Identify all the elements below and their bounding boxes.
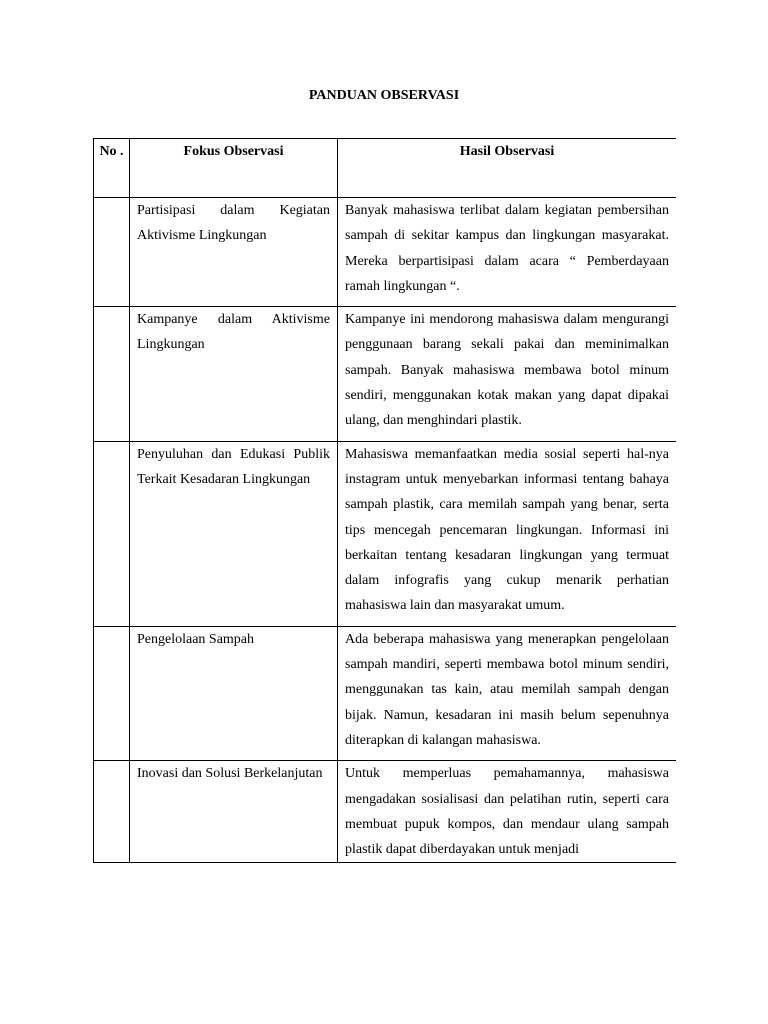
row-focus: Inovasi dan Solusi Berkelanjutan — [130, 761, 338, 863]
table-row — [94, 198, 677, 307]
header-focus: Fokus Observasi — [130, 139, 338, 198]
row-number — [94, 626, 130, 760]
row-focus: Penyuluhan dan Edukasi Publik Terkait Kesadaran Lingkungan — [130, 441, 338, 626]
row-number — [94, 761, 130, 863]
document-title: PANDUAN OBSERVASI — [308, 88, 460, 103]
row-result: Kampanye ini mendorong mahasiswa dalam mengurangi penggunaan barang sekali pakai dan meminimalkan sampah. Banyak mahasiswa membawa botol minum sendiri, menggunakan kotak makan yang dapat dipakai ulang, dan menghindari plastik. — [338, 307, 677, 441]
row-number — [94, 307, 130, 441]
row-result: Banyak mahasiswa terlibat dalam kegiatan pembersihan sampah di sekitar kampus dan lingkungan masyarakat. Mereka berpartisipasi dalam acara “ Pemberdayaan ramah lingkungan “. — [338, 198, 677, 307]
row-result: Ada beberapa mahasiswa yang menerapkan pengelolaan sampah mandiri, seperti membawa botol minum sendiri, menggunakan tas kain, atau memilah sampah dengan bijak. Namun, kesadaran ini masih belum sepenuhnya diterapkan di kalangan mahasiswa. — [338, 626, 677, 760]
row-focus: Kampanye dalam Aktivisme Lingkungan — [130, 307, 338, 441]
table-header-row — [94, 139, 677, 198]
table-row — [94, 626, 677, 760]
observation-table-container — [93, 138, 676, 934]
row-number — [94, 198, 130, 307]
row-focus: Pengelolaan Sampah — [130, 626, 338, 760]
row-number — [94, 441, 130, 626]
table-row — [94, 441, 677, 626]
header-no: No . — [94, 139, 130, 198]
observation-table — [93, 138, 676, 863]
row-result: Mahasiswa memanfaatkan media sosial seperti hal-nya instagram untuk menyebarkan informasi tentang bahaya sampah plastik, cara memilah sampah yang benar, serta tips mencegah pencemaran lingkungan. Informasi ini berkaitan tentang kesadaran lingkungan yang termuat dalam infografis yang cukup menarik perhatian mahasiswa lain dan masyarakat umum. — [338, 441, 677, 626]
row-result: Untuk memperluas pemahamannya, mahasiswa mengadakan sosialisasi dan pelatihan rutin, seperti cara membuat pupuk kompos, dan mendaur ulang sampah plastik dapat diberdayakan untuk menjadi — [338, 761, 677, 863]
row-focus: Partisipasi dalam Kegiatan Aktivisme Lingkungan — [130, 198, 338, 307]
table-row — [94, 307, 677, 441]
header-result: Hasil Observasi — [338, 139, 677, 198]
table-row — [94, 761, 677, 863]
